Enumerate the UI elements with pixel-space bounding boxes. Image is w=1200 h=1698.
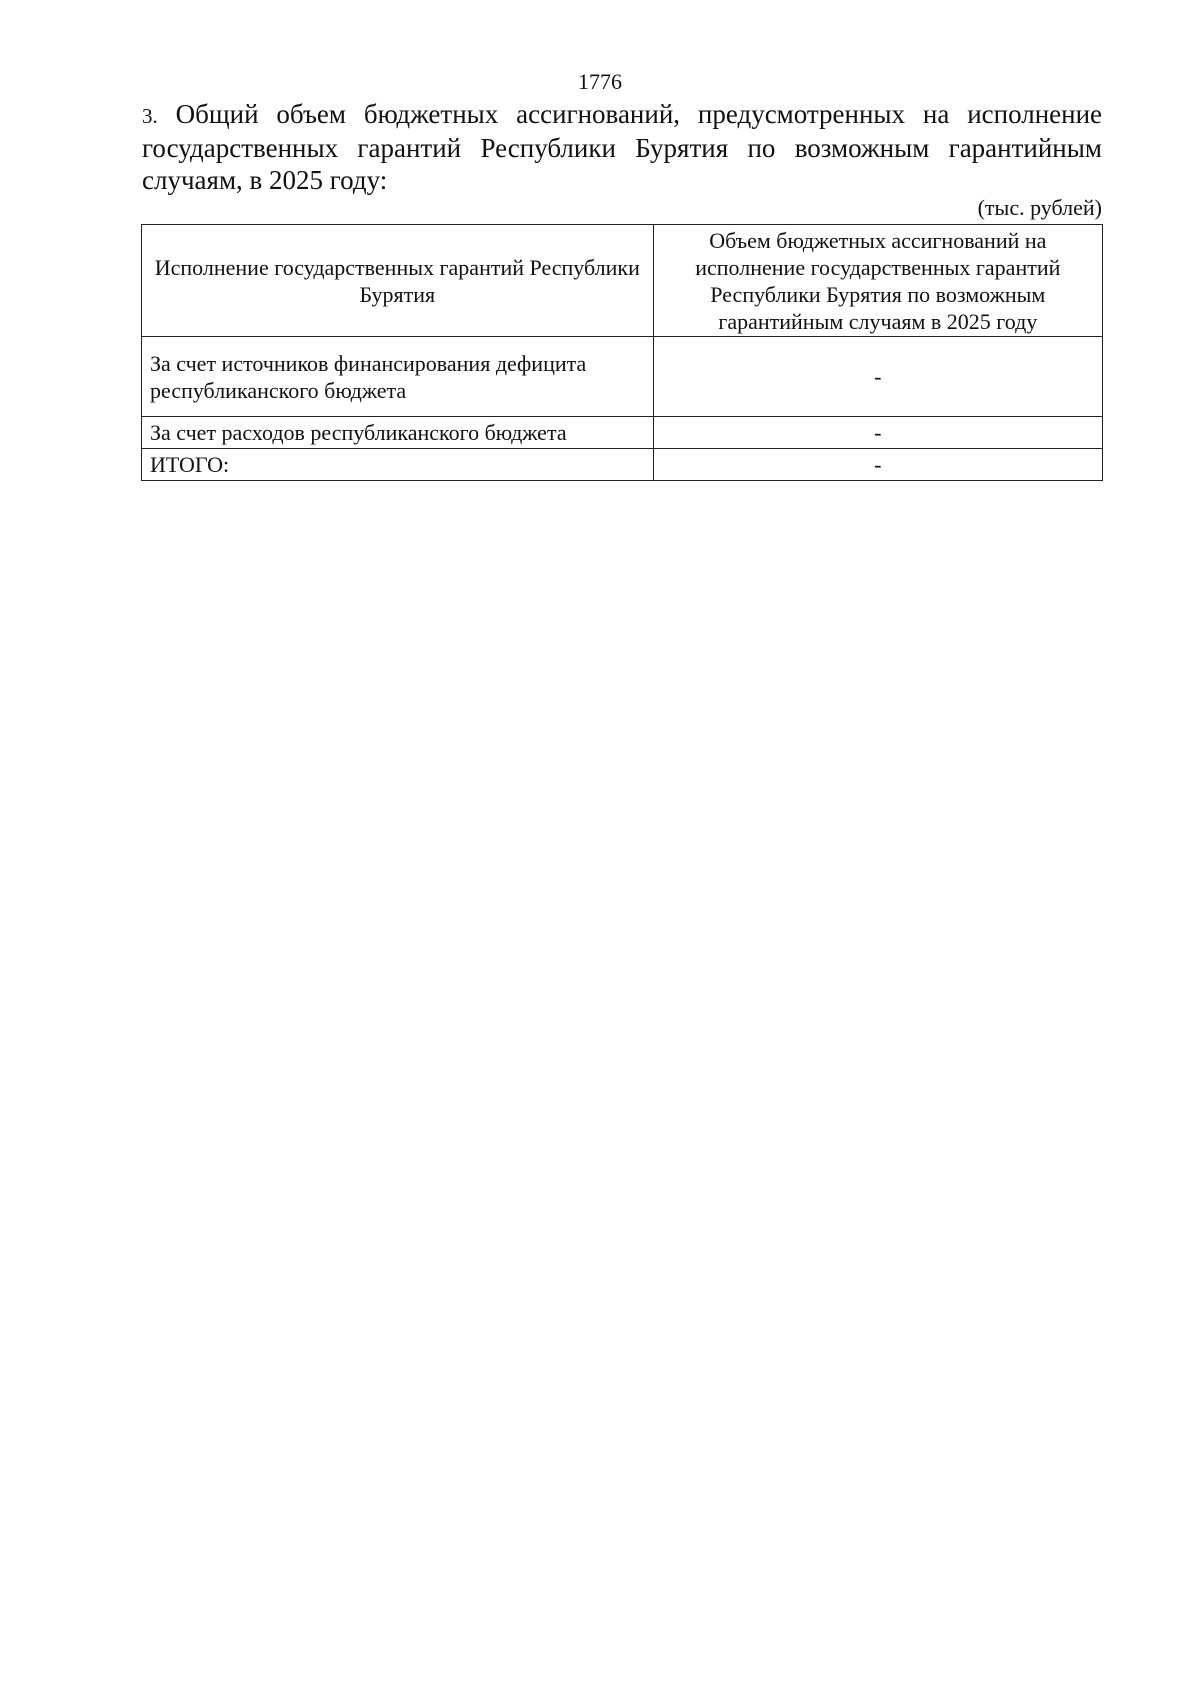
- table-row: [142, 417, 1103, 449]
- row-value: -: [653, 417, 1102, 449]
- intro-paragraph: [142, 98, 1102, 196]
- row-label: За счет расходов республиканского бюджета: [142, 417, 654, 449]
- table-row: [142, 337, 1103, 417]
- row-value: -: [653, 337, 1102, 417]
- total-value: -: [653, 449, 1102, 481]
- page-number: 1776: [578, 69, 622, 94]
- table-header-row: [142, 225, 1103, 337]
- header-guarantee-execution: Исполнение государственных гарантий Республики Бурятия: [142, 225, 654, 337]
- row-label: За счет источников финансирования дефицита республиканского бюджета: [142, 337, 654, 417]
- item-number: 3.: [142, 104, 158, 128]
- units-note: (тыс. рублей): [977, 195, 1102, 220]
- header-allocation-volume: Объем бюджетных ассигнований на исполнение государственных гарантий Республики Бурятия по возможным гарантийным случаям в 2025 году: [653, 225, 1102, 337]
- table-row-total: [142, 449, 1103, 481]
- intro-text: Общий объем бюджетных ассигнований, предусмотренных на исполнение государственных гарантий Республики Бурятия по возможным гарантийным случаям, в 2025 году:: [142, 99, 1103, 195]
- guarantees-table: [141, 224, 1103, 481]
- total-label: ИТОГО:: [142, 449, 654, 481]
